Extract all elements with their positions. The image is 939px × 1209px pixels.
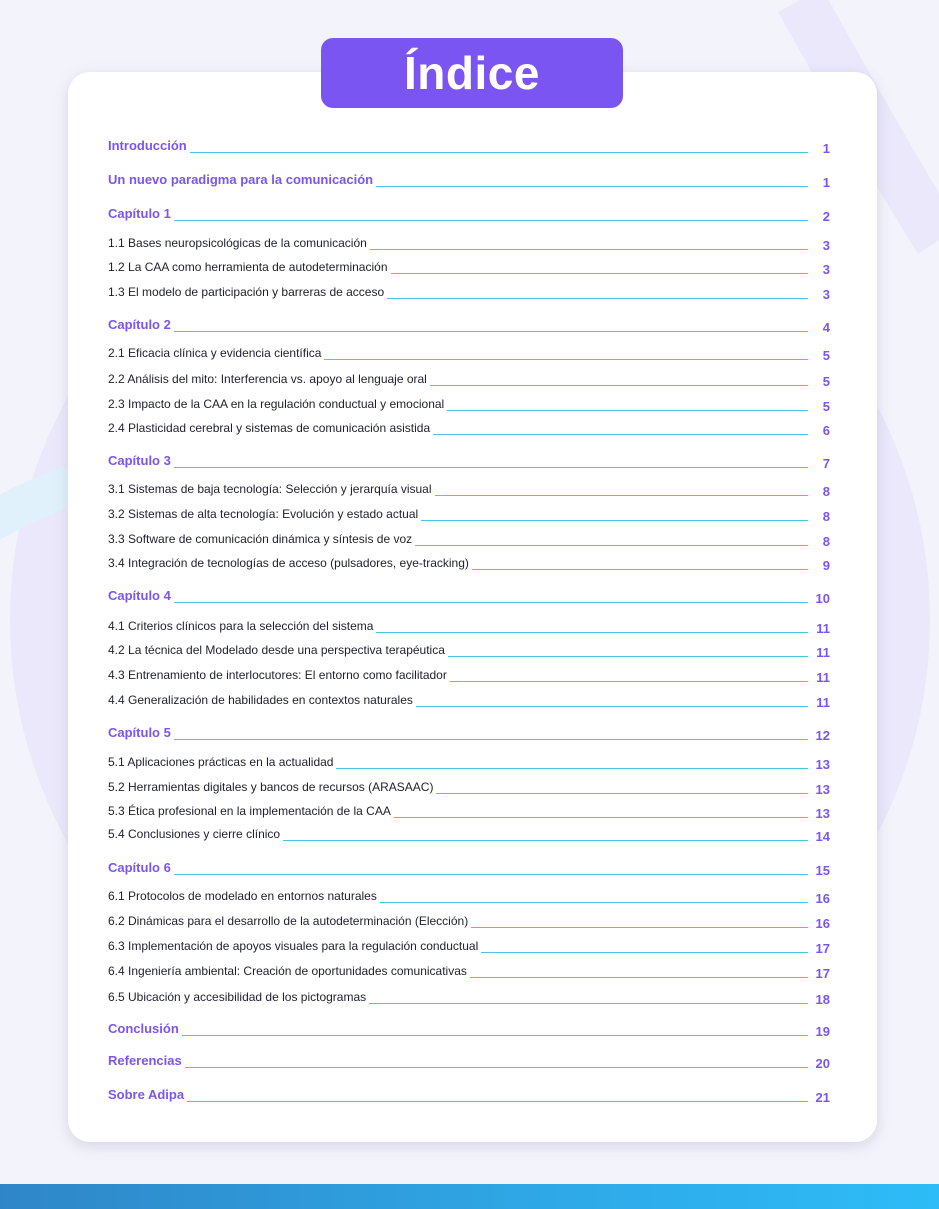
toc-leader-line: [481, 952, 808, 953]
toc-subsection-entry[interactable]: [108, 393, 830, 414]
toc-entry-label: Introducción: [108, 138, 187, 153]
toc-page-number: 4: [822, 320, 830, 335]
toc-subsection-entry[interactable]: [108, 417, 830, 438]
toc-page-number: 1: [822, 175, 830, 190]
toc-page-number: 3: [822, 262, 830, 277]
toc-page-number: 3: [822, 238, 830, 253]
toc-subsection-entry[interactable]: [108, 986, 830, 1007]
toc-subsection-entry[interactable]: [108, 368, 830, 389]
toc-leader-line: [187, 1101, 808, 1102]
toc-subsection-entry[interactable]: [108, 800, 830, 821]
toc-entry-label: 3.2 Sistemas de alta tecnología: Evolución y estado actual: [108, 507, 419, 521]
toc-leader-line: [336, 768, 808, 769]
toc-entry-label: 5.3 Ética profesional en la implementación de la CAA: [108, 804, 391, 818]
toc-entry-label: Referencias: [108, 1053, 182, 1068]
toc-leader-line: [380, 902, 808, 903]
toc-entry-label: 5.4 Conclusiones y cierre clínico: [108, 827, 281, 841]
toc-page-number: 12: [815, 728, 830, 743]
toc-entry-label: 2.3 Impacto de la CAA en la regulación conductual y emocional: [108, 397, 445, 411]
toc-page-number: 5: [822, 374, 830, 389]
toc-leader-line: [182, 1035, 808, 1036]
toc-leader-line: [174, 874, 808, 875]
toc-subsection-entry[interactable]: [108, 960, 830, 981]
toc-leader-line: [391, 273, 808, 274]
toc-leader-line: [174, 331, 808, 332]
toc-heading-entry[interactable]: [108, 722, 830, 743]
toc-entry-label: 4.3 Entrenamiento de interlocutores: El entorno como facilitador: [108, 668, 447, 682]
toc-page-number: 3: [822, 287, 830, 302]
toc-entry-label: 4.4 Generalización de habilidades en contextos naturales: [108, 693, 413, 707]
toc-entry-label: 6.5 Ubicación y accesibilidad de los pictogramas: [108, 990, 367, 1004]
toc-page-number: 11: [816, 670, 830, 685]
toc-subsection-entry[interactable]: [108, 478, 830, 499]
toc-leader-line: [433, 434, 808, 435]
toc-entry-label: 6.2 Dinámicas para el desarrollo de la autodeterminación (Elección): [108, 914, 469, 928]
toc-entry-label: 3.4 Integración de tecnologías de acceso (pulsadores, eye-tracking): [108, 556, 469, 570]
toc-page-number: 18: [815, 992, 830, 1007]
toc-subsection-entry[interactable]: [108, 935, 830, 956]
toc-subsection-entry[interactable]: [108, 664, 830, 685]
toc-entry-label: 4.1 Criterios clínicos para la selección del sistema: [108, 619, 374, 633]
toc-leader-line: [387, 298, 808, 299]
toc-leader-line: [435, 495, 808, 496]
toc-page-number: 7: [822, 456, 830, 471]
toc-page-number: 21: [815, 1090, 830, 1105]
toc-leader-line: [472, 569, 808, 570]
toc-entry-label: 1.3 El modelo de participación y barreras de acceso: [108, 285, 385, 299]
toc-page-number: 16: [815, 916, 830, 931]
toc-page-number: 20: [815, 1056, 830, 1071]
toc-entry-label: Capítulo 5: [108, 725, 171, 740]
page-title-text: Índice: [404, 47, 540, 99]
toc-subsection-entry[interactable]: [108, 689, 830, 710]
toc-page-number: 8: [822, 484, 830, 499]
toc-entry-label: Capítulo 4: [108, 588, 171, 603]
toc-entry-label: 5.2 Herramientas digitales y bancos de recursos (ARASAAC): [108, 780, 434, 794]
toc-entry-label: 4.2 La técnica del Modelado desde una perspectiva terapéutica: [108, 643, 445, 657]
toc-page-number: 17: [815, 941, 830, 956]
toc-page-number: 17: [815, 966, 830, 981]
toc-subsection-entry[interactable]: [108, 885, 830, 906]
toc-heading-entry[interactable]: [108, 1084, 830, 1105]
toc-page-number: 19: [815, 1024, 830, 1039]
toc-leader-line: [369, 1003, 808, 1004]
toc-entry-label: Capítulo 2: [108, 317, 171, 332]
toc-page-number: 5: [822, 348, 830, 363]
toc-page-number: 8: [822, 509, 830, 524]
toc-page-number: 15: [815, 863, 830, 878]
toc-subsection-entry[interactable]: [108, 528, 830, 549]
toc-entry-label: 2.4 Plasticidad cerebral y sistemas de comunicación asistida: [108, 421, 431, 435]
toc-leader-line: [415, 545, 808, 546]
toc-page-number: 6: [822, 423, 830, 438]
toc-leader-line: [283, 840, 808, 841]
toc-page-number: 16: [815, 891, 830, 906]
toc-subsection-entry[interactable]: [108, 910, 830, 931]
toc-subsection-entry[interactable]: [108, 281, 830, 302]
toc-page-number: 5: [822, 399, 830, 414]
toc-page-number: 11: [816, 621, 830, 636]
toc-page-number: 10: [815, 591, 830, 606]
toc-page-number: 8: [822, 534, 830, 549]
toc-subsection-entry[interactable]: [108, 751, 830, 772]
toc-entry-label: Un nuevo paradigma para la comunicación: [108, 172, 374, 187]
toc-subsection-entry[interactable]: [108, 503, 830, 524]
toc-page-number: 1: [822, 141, 830, 156]
toc-page-number: 13: [815, 806, 830, 821]
toc-leader-line: [447, 410, 808, 411]
toc-entry-label: Sobre Adipa: [108, 1087, 185, 1102]
toc-leader-line: [450, 681, 808, 682]
toc-entry-label: 6.4 Ingeniería ambiental: Creación de oportunidades comunicativas: [108, 964, 467, 978]
toc-subsection-entry[interactable]: [108, 342, 830, 363]
toc-subsection-entry[interactable]: [108, 823, 830, 844]
toc-leader-line: [436, 793, 808, 794]
toc-entry-label: 3.1 Sistemas de baja tecnología: Selección y jerarquía visual: [108, 482, 432, 496]
toc-subsection-entry[interactable]: [108, 776, 830, 797]
toc-leader-line: [174, 220, 808, 221]
toc-page-number: 14: [815, 829, 830, 844]
toc-leader-line: [376, 186, 808, 187]
toc-entry-label: Capítulo 1: [108, 206, 171, 221]
toc-entry-label: 6.3 Implementación de apoyos visuales para la regulación conductual: [108, 939, 479, 953]
toc-leader-line: [185, 1067, 808, 1068]
toc-leader-line: [174, 739, 808, 740]
toc-subsection-entry[interactable]: [108, 639, 830, 660]
toc-leader-line: [416, 706, 808, 707]
toc-subsection-entry[interactable]: [108, 256, 830, 277]
toc-leader-line: [471, 927, 808, 928]
toc-heading-entry[interactable]: [108, 585, 830, 606]
toc-heading-entry[interactable]: [108, 135, 830, 156]
toc-subsection-entry[interactable]: [108, 552, 830, 573]
toc-entry-label: 1.1 Bases neuropsicológicas de la comunicación: [108, 236, 367, 250]
toc-page-number: 11: [816, 695, 830, 710]
toc-heading-entry[interactable]: [108, 1050, 830, 1071]
toc-page-number: 2: [822, 209, 830, 224]
toc-leader-line: [174, 467, 808, 468]
toc-heading-entry[interactable]: [108, 1018, 830, 1039]
toc-entry-label: 2.2 Análisis del mito: Interferencia vs. apoyo al lenguaje oral: [108, 372, 427, 386]
toc-heading-entry[interactable]: [108, 314, 830, 335]
toc-page-number: 13: [815, 757, 830, 772]
toc-page-number: 13: [815, 782, 830, 797]
toc-page-number: 11: [816, 645, 830, 660]
toc-leader-line: [394, 817, 808, 818]
toc-leader-line: [324, 359, 808, 360]
toc-subsection-entry[interactable]: [108, 232, 830, 253]
toc-leader-line: [448, 656, 808, 657]
footer-bar: [0, 1184, 939, 1209]
toc-entry-label: Conclusión: [108, 1021, 179, 1036]
toc-page-number: 9: [822, 558, 830, 573]
toc-leader-line: [190, 152, 808, 153]
toc-leader-line: [421, 520, 808, 521]
toc-leader-line: [174, 602, 808, 603]
toc-entry-label: 5.1 Aplicaciones prácticas en la actualidad: [108, 755, 334, 769]
toc-heading-entry[interactable]: [108, 203, 830, 224]
toc-heading-entry[interactable]: [108, 450, 830, 471]
toc-entry-label: 6.1 Protocolos de modelado en entornos naturales: [108, 889, 377, 903]
toc-entry-label: 1.2 La CAA como herramienta de autodeterminación: [108, 260, 388, 274]
toc-heading-entry[interactable]: [108, 857, 830, 878]
toc-entry-label: 3.3 Software de comunicación dinámica y síntesis de voz: [108, 532, 413, 546]
toc-entry-label: Capítulo 3: [108, 453, 171, 468]
toc-leader-line: [430, 385, 808, 386]
toc-leader-line: [370, 249, 808, 250]
toc-subsection-entry[interactable]: [108, 615, 830, 636]
toc-entry-label: 2.1 Eficacia clínica y evidencia científica: [108, 346, 322, 360]
toc-entry-label: Capítulo 6: [108, 860, 171, 875]
toc-leader-line: [470, 977, 808, 978]
toc-heading-entry[interactable]: [108, 169, 830, 190]
toc-leader-line: [376, 632, 808, 633]
